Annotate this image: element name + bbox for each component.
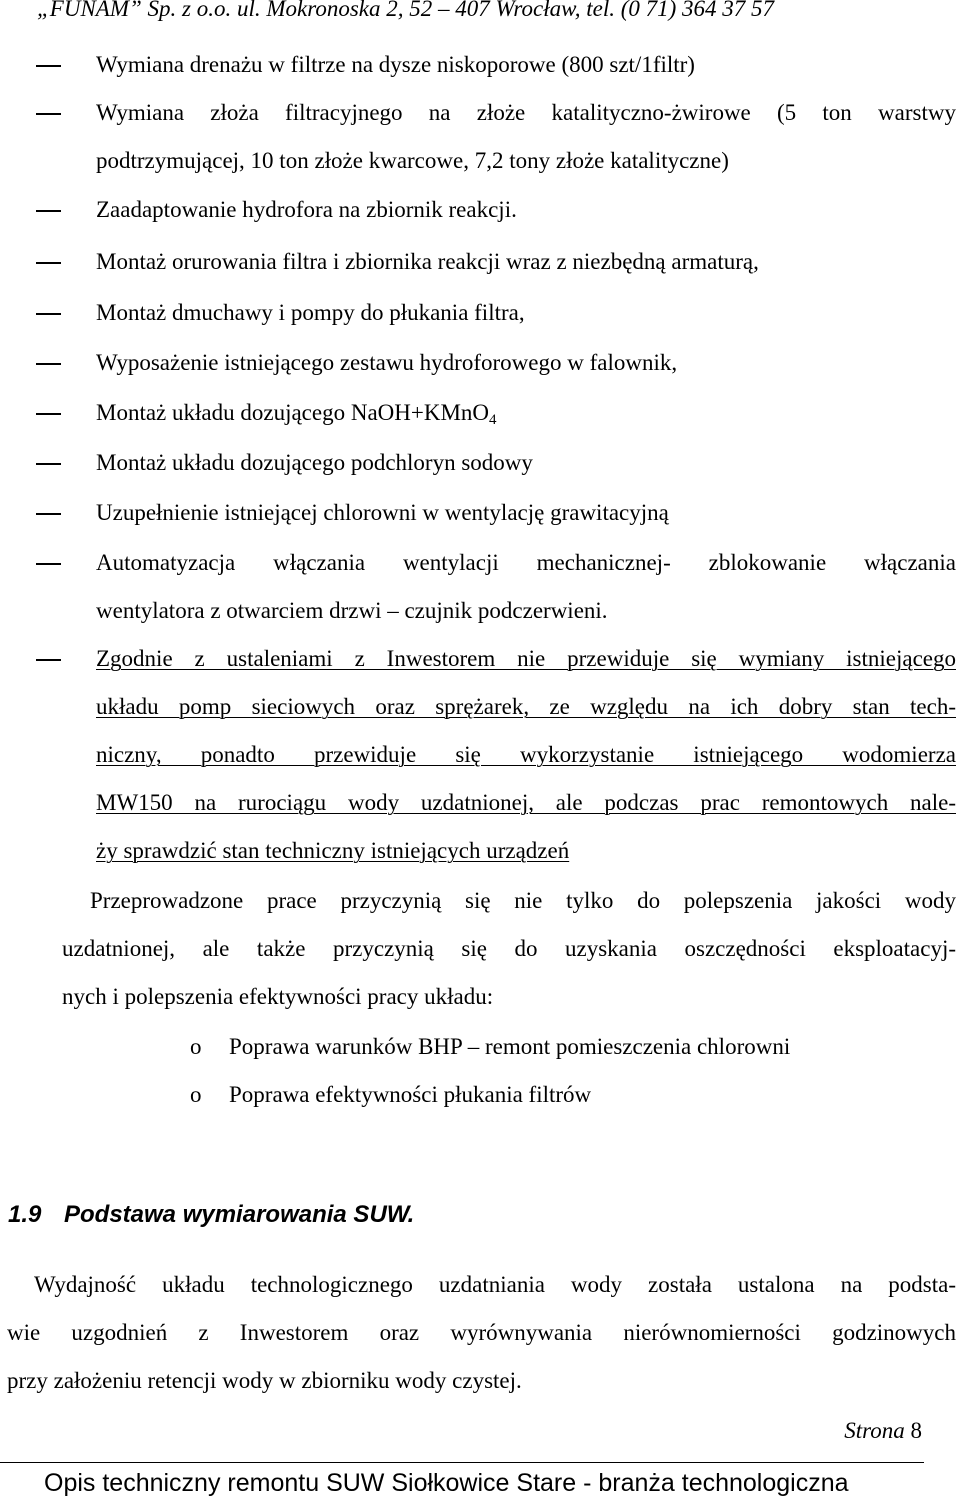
list-item-text: Montaż układu dozującego NaOH+KMnO bbox=[96, 400, 490, 425]
list-dash bbox=[36, 413, 61, 415]
list-dash bbox=[36, 363, 61, 365]
list-dash bbox=[36, 513, 61, 515]
section-number: 1.9 bbox=[8, 1201, 42, 1228]
section-heading bbox=[8, 1199, 414, 1231]
list-dash bbox=[36, 262, 61, 264]
page-label: Strona bbox=[844, 1418, 905, 1443]
sublist-marker: o bbox=[190, 1034, 202, 1059]
list-item: Wymiana drenażu w filtrze na dysze niskoporowe (800 szt/1filtr) bbox=[96, 52, 695, 77]
list-item-continuation: ży sprawdzić stan techniczny istniejących urządzeń bbox=[96, 838, 570, 863]
list-item-continuation: MW150 na rurociągu wody uzdatnionej, ale podczas prac remontowych nale- bbox=[96, 790, 956, 815]
list-dash bbox=[36, 563, 61, 565]
paragraph-line: Wydajność układu technologicznego uzdatniania wody została ustalona na podsta- bbox=[34, 1272, 956, 1297]
list-item: Wyposażenie istniejącego zestawu hydroforowego w falownik, bbox=[96, 350, 678, 375]
paragraph-line: uzdatnionej, ale także przyczynią się do uzyskania oszczędności eksploatacyj- bbox=[62, 936, 956, 961]
list-dash bbox=[36, 113, 61, 115]
page-number bbox=[844, 1416, 922, 1446]
list-item-continuation: układu pomp sieciowych oraz sprężarek, ze względu na ich dobry stan tech- bbox=[96, 694, 956, 719]
list-item: Montaż orurowania filtra i zbiornika reakcji wraz z niezbędną armaturą, bbox=[96, 249, 759, 274]
list-item: Montaż układu dozującego podchloryn sodowy bbox=[96, 450, 533, 475]
list-item-continuation: wentylatora z otwarciem drzwi – czujnik podczerwieni. bbox=[96, 598, 608, 623]
list-item bbox=[96, 398, 497, 428]
section-title: Podstawa wymiarowania SUW. bbox=[64, 1201, 415, 1228]
paragraph-line: wie uzgodnień z Inwestorem oraz wyrównywania nierównomierności godzinowych bbox=[7, 1320, 956, 1345]
list-item: Uzupełnienie istniejącej chlorowni w wentylację grawitacyjną bbox=[96, 500, 669, 525]
list-dash bbox=[36, 463, 61, 465]
footer-rule bbox=[0, 1462, 924, 1463]
list-item: Montaż dmuchawy i pompy do płukania filtra, bbox=[96, 300, 525, 325]
paragraph-line: Przeprowadzone prace przyczynią się nie tylko do polepszenia jakości wody bbox=[90, 888, 956, 913]
list-dash bbox=[36, 313, 61, 315]
page-value: 8 bbox=[910, 1418, 922, 1443]
sublist-marker: o bbox=[190, 1082, 202, 1107]
page-footer: Opis techniczny remontu SUW Siołkowice Stare - branża technologiczna bbox=[44, 1469, 849, 1497]
paragraph-line: nych i polepszenia efektywności pracy układu: bbox=[62, 984, 494, 1009]
sublist-item: Poprawa efektywności płukania filtrów bbox=[229, 1082, 592, 1107]
subscript: 4 bbox=[489, 412, 497, 428]
sublist-item: Poprawa warunków BHP – remont pomieszczenia chlorowni bbox=[229, 1034, 791, 1059]
list-item: Zaadaptowanie hydrofora na zbiornik reakcji. bbox=[96, 197, 517, 222]
list-item-continuation: niczny, ponadto przewiduje się wykorzystanie istniejącego wodomierza bbox=[96, 742, 956, 767]
list-item: Wymiana złoża filtracyjnego na złoże katalityczno-żwirowe (5 ton warstwy bbox=[96, 100, 956, 125]
list-item-continuation: podtrzymującej, 10 ton złoże kwarcowe, 7,2 tony złoże katalityczne) bbox=[96, 148, 729, 173]
list-dash bbox=[36, 659, 61, 661]
list-item: Automatyzacja włączania wentylacji mechanicznej- zblokowanie włączania bbox=[96, 550, 956, 575]
list-dash bbox=[36, 65, 61, 67]
page-header: „FUNAM” Sp. z o.o. ul. Mokronoska 2, 52 – 407 Wrocław, tel. (0 71) 364 37 57 bbox=[37, 0, 775, 21]
paragraph-line: przy założeniu retencji wody w zbiorniku wody czystej. bbox=[7, 1368, 522, 1393]
list-item: Zgodnie z ustaleniami z Inwestorem nie przewiduje się wymiany istniejącego bbox=[96, 646, 956, 671]
list-dash bbox=[36, 210, 61, 212]
